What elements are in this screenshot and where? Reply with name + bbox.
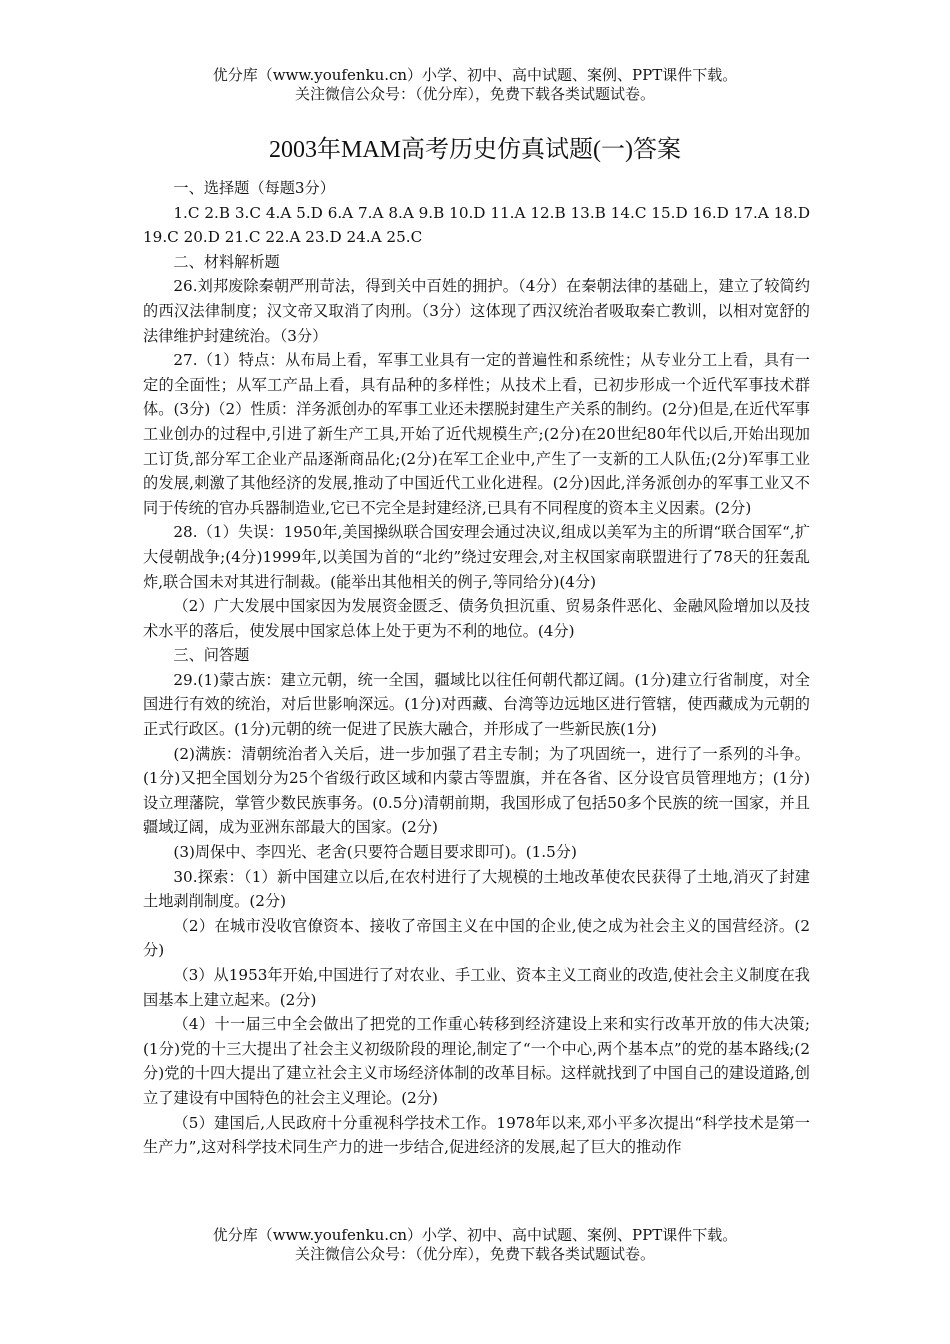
section-heading: 二、材料解析题 [173, 252, 280, 271]
answer-paragraph: 29.(1)蒙古族：建立元朝，统一全国，疆域比以往任何朝代都辽阔。(1分)建立行省制度，对全国进行有效的统治，对后世影响深远。(1分)对西藏、台湾等边远地区进行管辖，使西藏成为元朝的正式行政区。(1分)元朝的统一促进了民族大融合，并形成了一些新民族(1分) [143, 670, 810, 739]
answer-paragraph: （2）在城市没收官僚资本、接收了帝国主义在中国的企业,使之成为社会主义的国营经济。(2分) [143, 916, 810, 960]
document-body [143, 176, 810, 1160]
page-header [0, 66, 950, 104]
document-title: 2003年MAM高考历史仿真试题(一)答案 [269, 137, 681, 163]
footer-line-1: 优分库（www.youfenku.cn）小学、初中、高中试题、案例、PPT课件下载。 [212, 1226, 738, 1244]
answer-paragraph: (3)周保中、李四光、老舍(只要符合题目要求即可)。(1.5分) [173, 843, 577, 862]
section-heading: 三、问答题 [173, 646, 250, 665]
answer-paragraph: 26.刘邦废除秦朝严刑苛法，得到关中百姓的拥护。（4分）在秦朝法律的基础上，建立了较简约的西汉法律制度；汉文帝又取消了肉刑。（3分）这体现了西汉统治者吸取秦亡教训，以相对宽舒的法律维护封建统治。（3分） [143, 277, 810, 345]
section-heading: 一、选择题（每题3分） [173, 179, 335, 197]
footer-line-2: 关注微信公众号：（优分库），免费下载各类试题试卷。 [294, 1245, 655, 1263]
page-footer [0, 1226, 950, 1264]
answer-paragraph: 30.探索：（1）新中国建立以后,在农村进行了大规模的土地改革使农民获得了土地,消灭了封建土地剥削制度。(2分) [143, 867, 810, 911]
header-line-2: 关注微信公众号：（优分库），免费下载各类试题试卷。 [294, 85, 655, 103]
answer-paragraph: （3）从1953年开始,中国进行了对农业、手工业、资本主义工商业的改造,使社会主义制度在我国基本上建立起来。(2分) [143, 966, 810, 1009]
answer-paragraph: （2）广大发展中国家因为发展资金匮乏、债务负担沉重、贸易条件恶化、金融风险增加以及技术水平的落后，使发展中国家总体上处于更为不利的地位。(4分) [143, 597, 810, 640]
answer-paragraph: （4）十一届三中全会做出了把党的工作重心转移到经济建设上来和实行改革开放的伟大决策;(1分)党的十三大提出了社会主义初级阶段的理论,制定了“一个中心,两个基本点”的党的基本路线;(2分)党的十四大提出了建立社会主义市场经济体制的改革目标。这样就找到了中国自己的建设道路,创立了建设有中国特色的社会主义理论。(2分) [143, 1015, 810, 1107]
answer-paragraph: （5）建国后,人民政府十分重视科学技术工作。1978年以来,邓小平多次提出“科学技术是第一生产力”,这对科学技术同生产力的进一步结合,促进经济的发展,起了巨大的推动作 [143, 1113, 810, 1157]
answer-paragraph: 27.（1）特点：从布局上看，军事工业具有一定的普遍性和系统性；从专业分工上看，具有一定的全面性；从军工产品上看，具有品种的多样性；从技术上看，已初步形成一个近代军事技术群体。(3分)（2）性质：洋务派创办的军事工业还未摆脱封建生产关系的制约。(2分)但是,在近代军事工业创办的过程中,引进了新生产工具,开始了近代规模生产;(2分)在20世纪80年代以后,开始出现加工订货,部分军工企业产品逐渐商品化;(2分)在军工企业中,产生了一支新的工人队伍;(2分)军事工业的发展,刺激了其他经济的发展,推动了中国近代工业化进程。(2分)因此,洋务派创办的军事工业又不同于传统的官办兵器制造业,它已不完全是封建经济,已具有不同程度的资本主义因素。(2分) [143, 351, 810, 517]
header-line-1: 优分库（www.youfenku.cn）小学、初中、高中试题、案例、PPT课件下载。 [212, 66, 738, 84]
answer-paragraph: (2)满族：清朝统治者入关后，进一步加强了君主专制；为了巩固统一，进行了一系列的斗争。(1分)又把全国划分为25个省级行政区域和内蒙古等盟旗，并在各省、区分设官员管理地方；(1分)设立理藩院，掌管少数民族事务。(0.5分)清朝前期，我国形成了包括50多个民族的统一国家，并且疆域辽阔，成为亚洲东部最大的国家。(2分) [143, 744, 810, 837]
answer-list: 1.C 2.B 3.C 4.A 5.D 6.A 7.A 8.A 9.B 10.D 11.A 12.B 13.B 14.C 15.D 16.D 17.A 18.D 19.C 20.D 21.C 22.A 23.D 24.A 25.C [143, 203, 810, 247]
answer-paragraph: 28.（1）失误：1950年,美国操纵联合国安理会通过决议,组成以美军为主的所谓“联合国军“,扩大侵朝战争;(4分)1999年,以美国为首的“北约”绕过安理会,对主权国家南联盟进行了78天的狂轰乱炸,联合国未对其进行制裁。(能举出其他相关的例子,等同给分)(4分) [143, 523, 810, 591]
